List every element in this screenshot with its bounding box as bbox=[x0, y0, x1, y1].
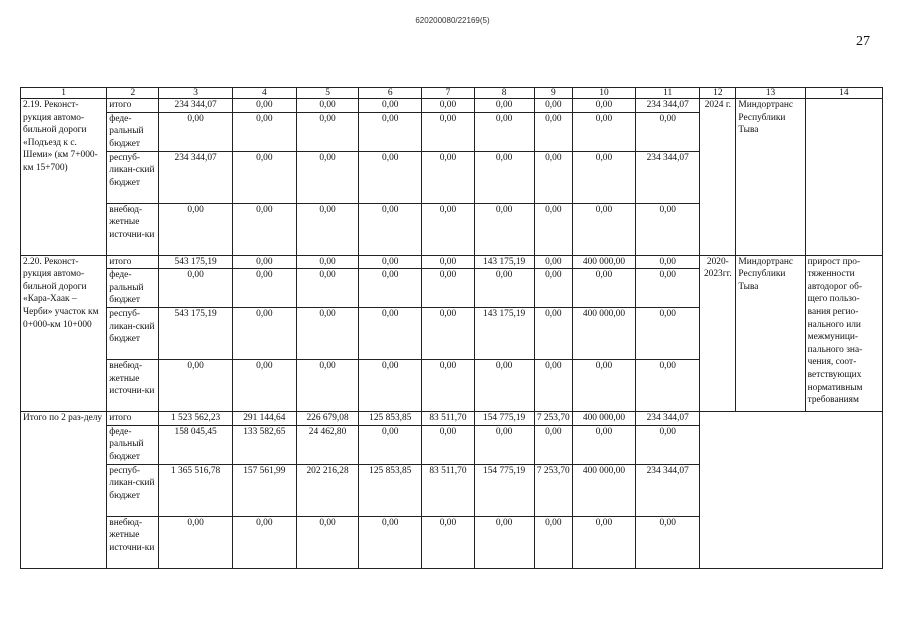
amount-cell: 154 775,19 bbox=[474, 464, 534, 516]
amount-cell: 7 253,70 bbox=[534, 464, 572, 516]
amount-cell: 0,00 bbox=[296, 308, 358, 360]
column-number: 14 bbox=[805, 88, 882, 99]
amount-cell: 0,00 bbox=[296, 516, 358, 568]
amount-cell: 0,00 bbox=[422, 308, 474, 360]
amount-cell: 0,00 bbox=[474, 112, 534, 151]
table-row bbox=[21, 412, 883, 426]
column-number: 2 bbox=[107, 88, 159, 99]
amount-cell: 125 853,85 bbox=[359, 464, 422, 516]
amount-cell: 0,00 bbox=[296, 269, 358, 308]
funding-source: итого bbox=[107, 99, 159, 113]
column-number: 8 bbox=[474, 88, 534, 99]
amount-cell: 133 582,65 bbox=[232, 425, 296, 464]
measure-name: 2.19. Реконст-рукция автомо-бильной дороги «Подъезд к с. Шеми» (км 7+000- км 15+700) bbox=[21, 99, 107, 256]
column-number-row bbox=[21, 88, 883, 99]
funding-source: респуб-ликан-ский бюджет bbox=[107, 464, 159, 516]
column-number: 11 bbox=[636, 88, 700, 99]
amount-cell: 0,00 bbox=[232, 99, 296, 113]
amount-cell: 0,00 bbox=[422, 112, 474, 151]
page-number: 27 bbox=[856, 34, 870, 49]
amount-cell: 0,00 bbox=[359, 269, 422, 308]
funding-source: итого bbox=[107, 412, 159, 426]
column-number: 9 bbox=[534, 88, 572, 99]
amount-cell: 0,00 bbox=[359, 516, 422, 568]
amount-cell: 0,00 bbox=[474, 99, 534, 113]
amount-cell: 0,00 bbox=[636, 255, 700, 269]
amount-cell: 400 000,00 bbox=[572, 255, 635, 269]
amount-cell: 0,00 bbox=[232, 360, 296, 412]
amount-cell: 234 344,07 bbox=[636, 99, 700, 113]
amount-cell: 0,00 bbox=[474, 269, 534, 308]
empty-cell bbox=[700, 412, 883, 569]
amount-cell: 291 144,64 bbox=[232, 412, 296, 426]
amount-cell: 0,00 bbox=[636, 425, 700, 464]
amount-cell: 226 679,08 bbox=[296, 412, 358, 426]
implementation-years: 2020-2023гг. bbox=[700, 255, 736, 412]
amount-cell: 1 523 562,23 bbox=[159, 412, 232, 426]
amount-cell: 0,00 bbox=[572, 360, 635, 412]
funding-source: внебюд-жетные источни-ки bbox=[107, 360, 159, 412]
amount-cell: 202 216,28 bbox=[296, 464, 358, 516]
column-number: 13 bbox=[736, 88, 805, 99]
amount-cell: 0,00 bbox=[296, 203, 358, 255]
funding-source: респуб-ликан-ский бюджет bbox=[107, 308, 159, 360]
amount-cell: 83 511,70 bbox=[422, 464, 474, 516]
amount-cell: 400 000,00 bbox=[572, 464, 635, 516]
amount-cell: 400 000,00 bbox=[572, 308, 635, 360]
amount-cell: 0,00 bbox=[232, 203, 296, 255]
amount-cell: 0,00 bbox=[232, 255, 296, 269]
measure-name: Итого по 2 раз-делу bbox=[21, 412, 107, 569]
amount-cell: 0,00 bbox=[359, 425, 422, 464]
amount-cell: 0,00 bbox=[636, 269, 700, 308]
amount-cell: 0,00 bbox=[636, 203, 700, 255]
amount-cell: 0,00 bbox=[534, 151, 572, 203]
amount-cell: 0,00 bbox=[159, 269, 232, 308]
table-row bbox=[21, 99, 883, 113]
funding-source: итого bbox=[107, 255, 159, 269]
funding-source: феде-ральный бюджет bbox=[107, 112, 159, 151]
amount-cell: 0,00 bbox=[534, 203, 572, 255]
amount-cell: 0,00 bbox=[572, 269, 635, 308]
amount-cell: 0,00 bbox=[474, 425, 534, 464]
column-number: 1 bbox=[21, 88, 107, 99]
amount-cell: 0,00 bbox=[359, 360, 422, 412]
amount-cell: 543 175,19 bbox=[159, 255, 232, 269]
amount-cell: 0,00 bbox=[572, 425, 635, 464]
expected-result: прирост про-тяженности автодорог об-щего пользо-вания регио-нального или межмуници-пального зна-чения, соот-ветствующих нормативным требованиям bbox=[805, 255, 882, 412]
amount-cell: 234 344,07 bbox=[159, 151, 232, 203]
amount-cell: 234 344,07 bbox=[636, 464, 700, 516]
amount-cell: 0,00 bbox=[572, 112, 635, 151]
executor: Миндортранс Республики Тыва bbox=[736, 99, 805, 256]
amount-cell: 0,00 bbox=[359, 151, 422, 203]
amount-cell: 0,00 bbox=[636, 112, 700, 151]
amount-cell: 143 175,19 bbox=[474, 308, 534, 360]
amount-cell: 0,00 bbox=[159, 360, 232, 412]
amount-cell: 400 000,00 bbox=[572, 412, 635, 426]
amount-cell: 0,00 bbox=[422, 151, 474, 203]
amount-cell: 154 775,19 bbox=[474, 412, 534, 426]
amount-cell: 0,00 bbox=[572, 151, 635, 203]
amount-cell: 0,00 bbox=[296, 151, 358, 203]
amount-cell: 0,00 bbox=[232, 516, 296, 568]
amount-cell: 0,00 bbox=[636, 308, 700, 360]
amount-cell: 0,00 bbox=[474, 516, 534, 568]
amount-cell: 0,00 bbox=[636, 516, 700, 568]
amount-cell: 143 175,19 bbox=[474, 255, 534, 269]
funding-source: респуб-ликан-ский бюджет bbox=[107, 151, 159, 203]
expected-result bbox=[805, 99, 882, 256]
amount-cell: 0,00 bbox=[572, 516, 635, 568]
table-row bbox=[21, 255, 883, 269]
document-number: 620200080/22169(5) bbox=[415, 16, 490, 25]
amount-cell: 158 045,45 bbox=[159, 425, 232, 464]
implementation-years: 2024 г. bbox=[700, 99, 736, 256]
amount-cell: 0,00 bbox=[232, 112, 296, 151]
amount-cell: 0,00 bbox=[422, 516, 474, 568]
amount-cell: 0,00 bbox=[359, 203, 422, 255]
measure-name: 2.20. Реконст-рукция автомо-бильной дороги «Кара-Хаак – Черби» участок км 0+000-км 10+000 bbox=[21, 255, 107, 412]
amount-cell: 0,00 bbox=[359, 99, 422, 113]
column-number: 12 bbox=[700, 88, 736, 99]
amount-cell: 0,00 bbox=[534, 112, 572, 151]
amount-cell: 0,00 bbox=[159, 112, 232, 151]
amount-cell: 0,00 bbox=[232, 308, 296, 360]
funding-source: внебюд-жетные источни-ки bbox=[107, 516, 159, 568]
amount-cell: 0,00 bbox=[422, 269, 474, 308]
amount-cell: 1 365 516,78 bbox=[159, 464, 232, 516]
budget-table bbox=[20, 87, 883, 569]
amount-cell: 0,00 bbox=[159, 516, 232, 568]
amount-cell: 0,00 bbox=[422, 203, 474, 255]
funding-source: внебюд-жетные источни-ки bbox=[107, 203, 159, 255]
amount-cell: 0,00 bbox=[534, 425, 572, 464]
funding-source: феде-ральный бюджет bbox=[107, 425, 159, 464]
amount-cell: 0,00 bbox=[296, 255, 358, 269]
column-number: 7 bbox=[422, 88, 474, 99]
amount-cell: 0,00 bbox=[359, 308, 422, 360]
amount-cell: 0,00 bbox=[572, 203, 635, 255]
amount-cell: 0,00 bbox=[359, 112, 422, 151]
amount-cell: 0,00 bbox=[296, 99, 358, 113]
amount-cell: 0,00 bbox=[534, 99, 572, 113]
amount-cell: 157 561,99 bbox=[232, 464, 296, 516]
amount-cell: 83 511,70 bbox=[422, 412, 474, 426]
amount-cell: 0,00 bbox=[422, 425, 474, 464]
amount-cell: 0,00 bbox=[232, 151, 296, 203]
amount-cell: 0,00 bbox=[422, 360, 474, 412]
amount-cell: 234 344,07 bbox=[636, 151, 700, 203]
amount-cell: 0,00 bbox=[474, 151, 534, 203]
amount-cell: 0,00 bbox=[359, 255, 422, 269]
amount-cell: 0,00 bbox=[474, 203, 534, 255]
amount-cell: 0,00 bbox=[422, 255, 474, 269]
amount-cell: 0,00 bbox=[534, 269, 572, 308]
amount-cell: 0,00 bbox=[422, 99, 474, 113]
amount-cell: 0,00 bbox=[232, 269, 296, 308]
amount-cell: 0,00 bbox=[474, 360, 534, 412]
amount-cell: 125 853,85 bbox=[359, 412, 422, 426]
executor: Миндортранс Республики Тыва bbox=[736, 255, 805, 412]
amount-cell: 0,00 bbox=[572, 99, 635, 113]
column-number: 4 bbox=[232, 88, 296, 99]
amount-cell: 0,00 bbox=[534, 255, 572, 269]
funding-source: феде-ральный бюджет bbox=[107, 269, 159, 308]
amount-cell: 24 462,80 bbox=[296, 425, 358, 464]
amount-cell: 7 253,70 bbox=[534, 412, 572, 426]
amount-cell: 0,00 bbox=[296, 360, 358, 412]
amount-cell: 234 344,07 bbox=[636, 412, 700, 426]
amount-cell: 0,00 bbox=[534, 516, 572, 568]
amount-cell: 543 175,19 bbox=[159, 308, 232, 360]
column-number: 6 bbox=[359, 88, 422, 99]
amount-cell: 0,00 bbox=[534, 308, 572, 360]
column-number: 3 bbox=[159, 88, 232, 99]
amount-cell: 0,00 bbox=[296, 112, 358, 151]
amount-cell: 0,00 bbox=[534, 360, 572, 412]
column-number: 5 bbox=[296, 88, 358, 99]
amount-cell: 0,00 bbox=[636, 360, 700, 412]
amount-cell: 0,00 bbox=[159, 203, 232, 255]
column-number: 10 bbox=[572, 88, 635, 99]
amount-cell: 234 344,07 bbox=[159, 99, 232, 113]
